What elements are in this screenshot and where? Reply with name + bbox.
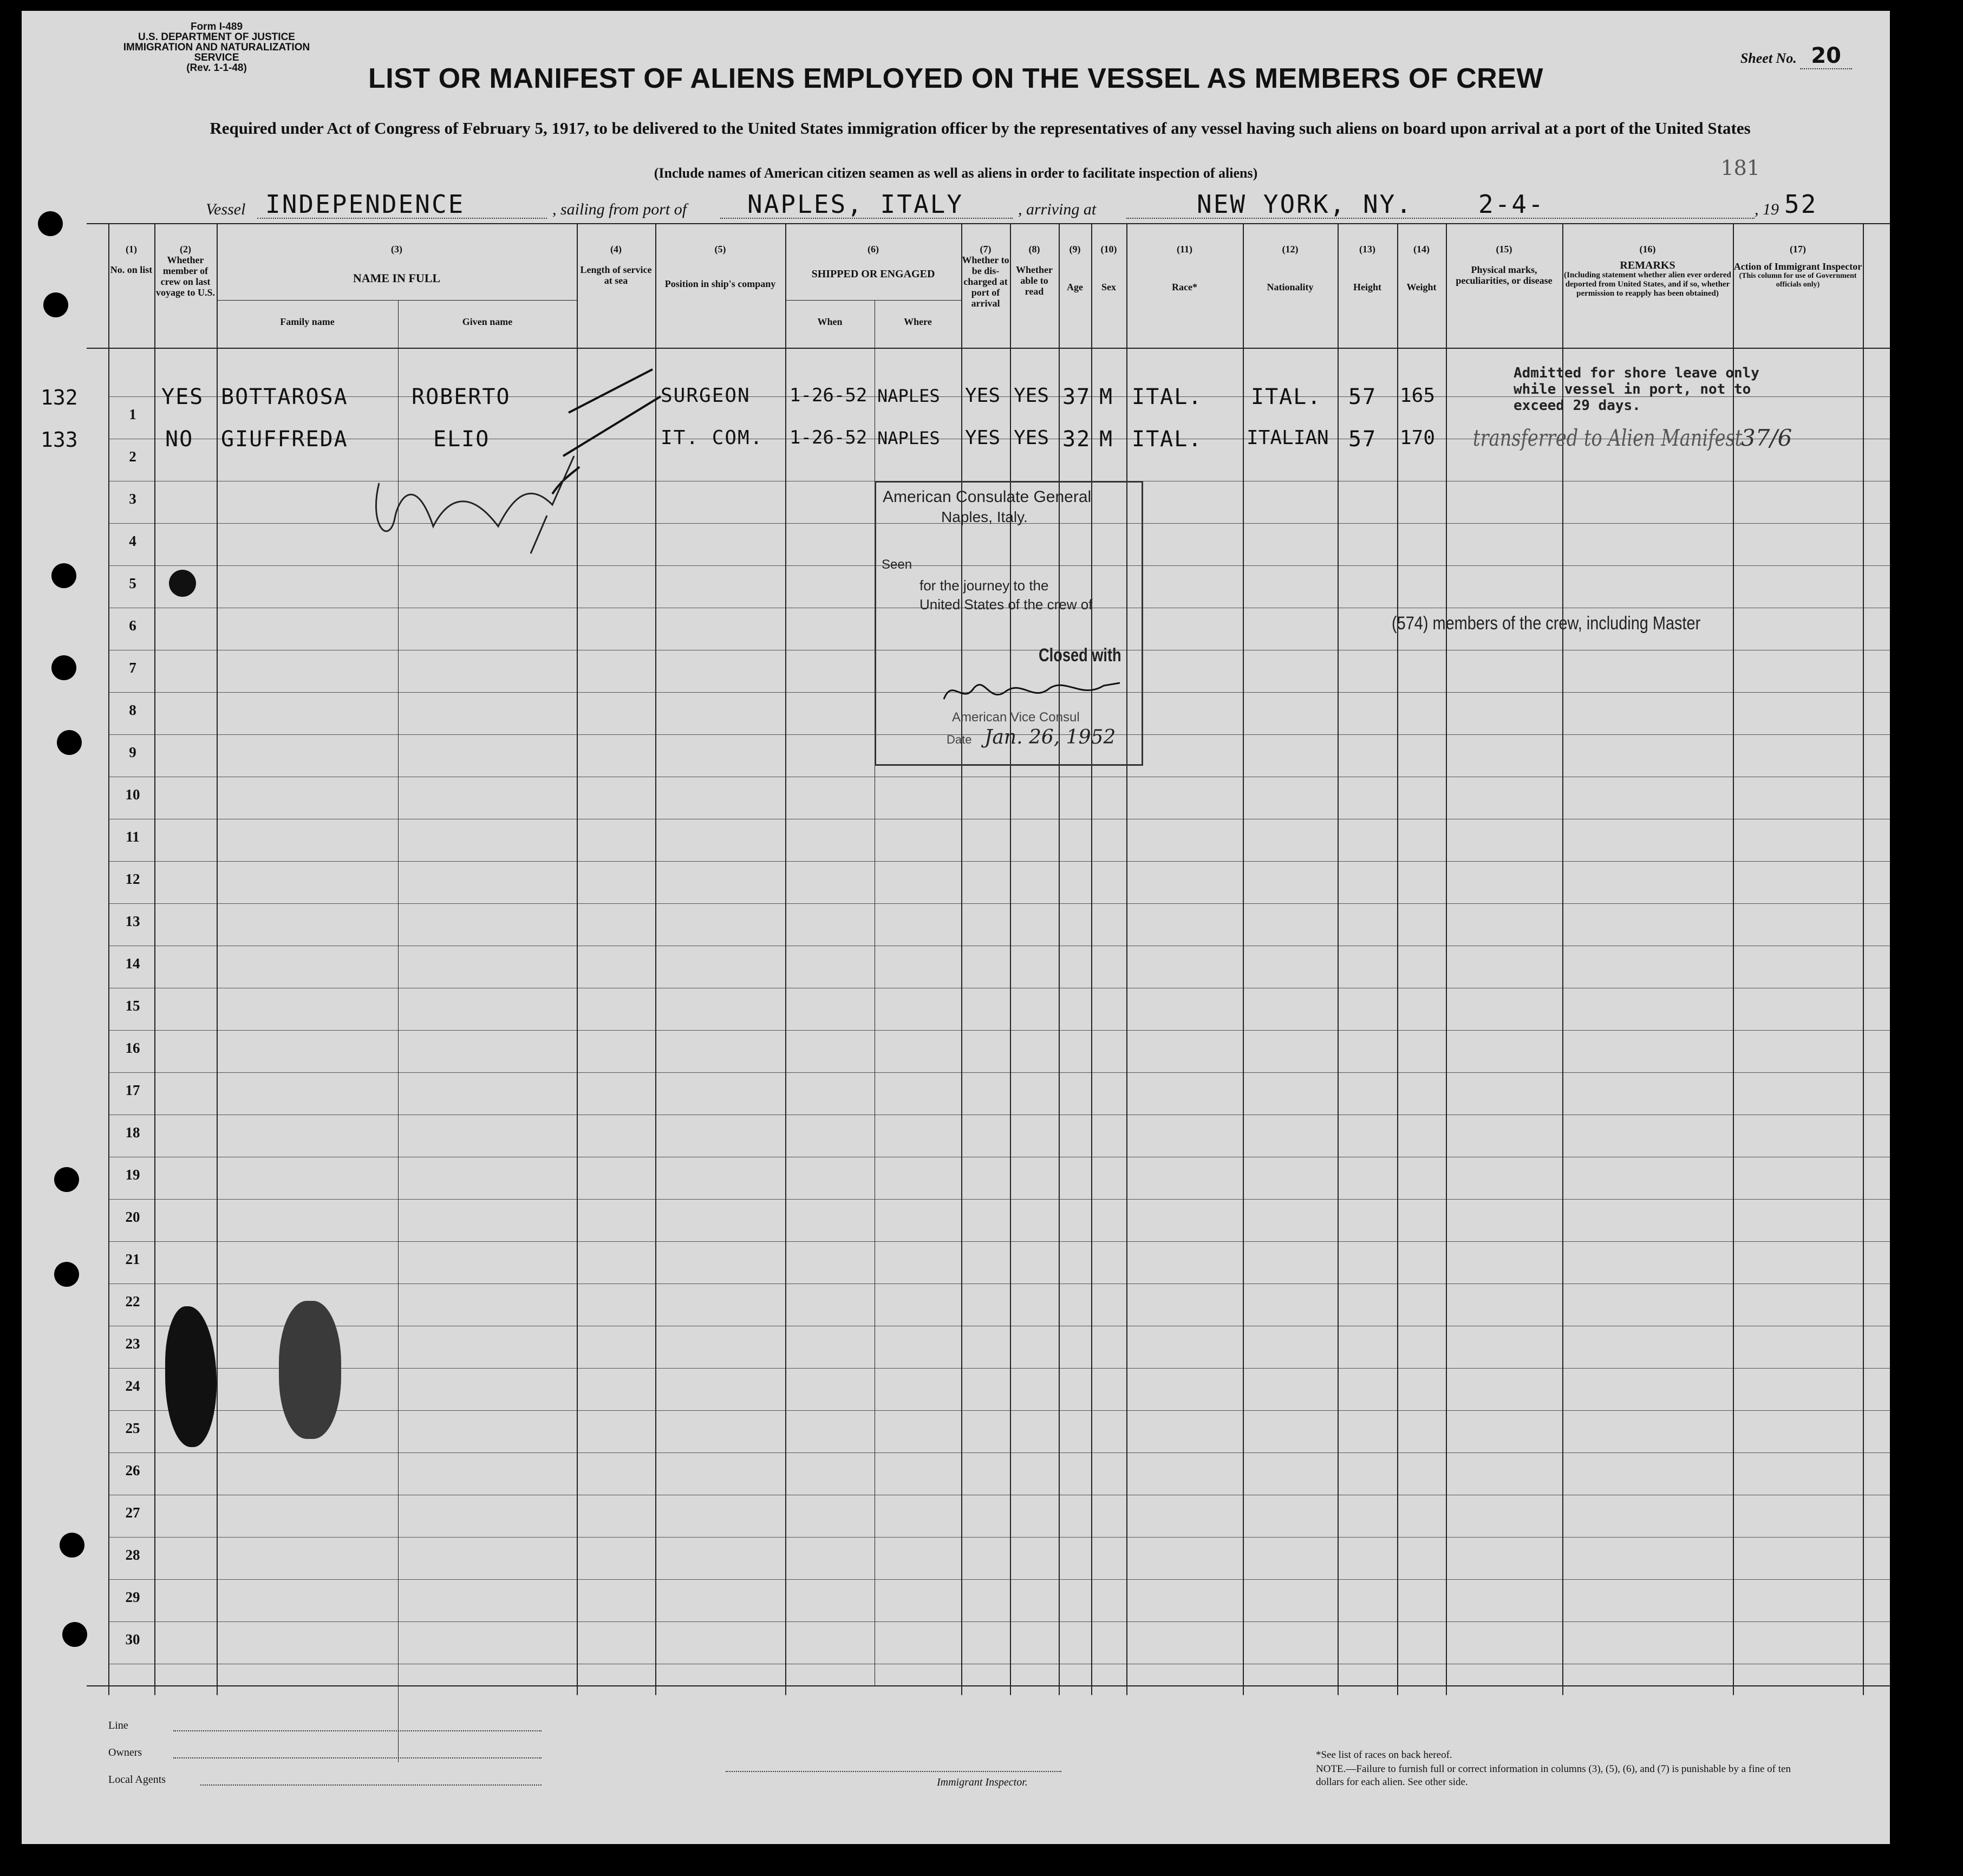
discharged: YES bbox=[965, 385, 1001, 407]
col14-label: Weight bbox=[1406, 282, 1437, 292]
vessel-name: INDEPENDENCE bbox=[265, 190, 465, 219]
given-name: ELIO bbox=[433, 427, 490, 452]
include-note: (Include names of American citizen seamen as well as aliens in order to facilitate inspection of aliens) bbox=[654, 165, 1258, 181]
footer-note bbox=[1316, 1763, 1803, 1789]
shipped-when: 1-26-52 bbox=[790, 427, 868, 448]
weight: 165 bbox=[1400, 385, 1436, 407]
col16-num: (16) bbox=[1639, 244, 1656, 255]
binder-hole bbox=[51, 655, 76, 680]
row-number: 25 bbox=[125, 1420, 140, 1436]
stamp-line3: for the journey to the bbox=[919, 577, 1049, 594]
family-name: BOTTAROSA bbox=[221, 385, 348, 409]
row-number: 7 bbox=[129, 660, 136, 676]
nationality: ITAL. bbox=[1251, 385, 1322, 409]
remarks-line: while vessel in port, not to bbox=[1514, 381, 1751, 398]
col14-num: (14) bbox=[1413, 244, 1430, 255]
inspector-action: 37/6 bbox=[1741, 425, 1792, 451]
footer-note-text: —Failure to furnish full or correct information in columns (3), (5), (6), and (7) is punishable by a fine of ten dollars for each alien. See other side. bbox=[1316, 1763, 1791, 1788]
row-number: 9 bbox=[129, 744, 136, 760]
row-number: 2 bbox=[129, 448, 136, 465]
row-number: 24 bbox=[125, 1378, 140, 1394]
department: U.S. DEPARTMENT OF JUSTICE bbox=[138, 31, 295, 43]
col3-family-label: Family name bbox=[280, 316, 335, 327]
form-number: Form I-489 bbox=[190, 21, 243, 32]
col3-given-label: Given name bbox=[462, 316, 513, 327]
sailing-port: NAPLES, ITALY bbox=[747, 190, 964, 219]
stamp-date-value: Jan. 26, 1952 bbox=[984, 726, 1116, 748]
col13-num: (13) bbox=[1359, 244, 1375, 255]
col6-when-label: When bbox=[817, 316, 843, 327]
arrival-year: 52 bbox=[1784, 190, 1818, 219]
col1-label: No. on list bbox=[110, 264, 153, 275]
footer-races-note: *See list of races on back hereof. bbox=[1316, 1749, 1452, 1761]
row-number: 3 bbox=[129, 491, 136, 507]
col15-label: Physical marks, peculiarities, or disease bbox=[1456, 264, 1553, 286]
arriving-label: , arriving at bbox=[1018, 200, 1097, 218]
row-number: 1 bbox=[129, 406, 136, 422]
footer-inspector-label: Immigrant Inspector. bbox=[937, 1776, 1028, 1788]
row-number: 11 bbox=[126, 829, 140, 845]
position: IT. COM. bbox=[661, 427, 764, 449]
able-to-read: YES bbox=[1014, 385, 1049, 407]
height: 57 bbox=[1348, 427, 1377, 452]
consulate-stamp bbox=[875, 481, 1143, 766]
col7-num: (7) bbox=[980, 244, 992, 255]
crew-count-number: (574) bbox=[1392, 613, 1429, 634]
stamp-line1: American Consulate General bbox=[883, 488, 1092, 506]
requirement-text: Required under Act of Congress of February 5, 1917, to be delivered to the United States immigration officer by the representatives of any vessel having such aliens on board upon arrival at a port of the United States bbox=[210, 119, 1751, 138]
row-number: 15 bbox=[125, 998, 140, 1014]
sheet-label: Sheet No. bbox=[1740, 50, 1797, 66]
row-number: 22 bbox=[125, 1293, 140, 1310]
col8-num: (8) bbox=[1028, 244, 1040, 255]
binder-hole bbox=[38, 211, 63, 236]
vessel-line bbox=[206, 190, 1825, 222]
vessel-label: Vessel bbox=[206, 200, 246, 218]
row-number: 14 bbox=[125, 955, 140, 972]
row-number: 5 bbox=[129, 575, 136, 591]
crew-count bbox=[1392, 613, 1700, 634]
col8-label: Whether able to read bbox=[1016, 264, 1053, 297]
margin-number: 133 bbox=[41, 428, 78, 452]
row-number: 17 bbox=[125, 1082, 140, 1098]
col13-label: Height bbox=[1353, 282, 1381, 292]
row-number: 4 bbox=[129, 533, 136, 549]
col2-label: Whether member of crew on last voyage to U.S. bbox=[156, 255, 215, 298]
ink-blot bbox=[279, 1301, 341, 1439]
arrival-port: NEW YORK, NY. bbox=[1197, 190, 1413, 219]
col6-label: SHIPPED OR ENGAGED bbox=[811, 268, 935, 280]
binder-hole bbox=[54, 1262, 79, 1287]
col4-label: Length of service at sea bbox=[580, 264, 652, 286]
row-number: 6 bbox=[129, 617, 136, 634]
sheet-value: 20 bbox=[1800, 43, 1852, 69]
col11-num: (11) bbox=[1177, 244, 1192, 255]
binder-hole bbox=[51, 563, 76, 588]
col17-num: (17) bbox=[1790, 244, 1806, 255]
stamp-vice-consul: American Vice Consul bbox=[952, 710, 1080, 725]
row-number: 27 bbox=[125, 1504, 140, 1521]
row-number: 19 bbox=[125, 1167, 140, 1183]
given-name: ROBERTO bbox=[412, 385, 511, 409]
row-number: 18 bbox=[125, 1124, 140, 1141]
row-number: 8 bbox=[129, 702, 136, 718]
col6-where-label: Where bbox=[904, 316, 932, 327]
able-to-read: YES bbox=[1014, 427, 1049, 449]
age: 37 bbox=[1062, 385, 1091, 409]
col10-num: (10) bbox=[1100, 244, 1117, 255]
remarks-line: exceed 29 days. bbox=[1514, 398, 1641, 414]
margin-number: 132 bbox=[41, 386, 78, 409]
col2-num: (2) bbox=[180, 244, 191, 255]
footer-agents-label: Local Agents bbox=[108, 1774, 166, 1786]
nationality: ITALIAN bbox=[1247, 427, 1329, 449]
col12-num: (12) bbox=[1282, 244, 1299, 255]
footer-owners-label: Owners bbox=[108, 1747, 142, 1758]
col15-num: (15) bbox=[1496, 244, 1512, 255]
ink-blot bbox=[165, 1306, 217, 1447]
binder-hole bbox=[62, 1622, 87, 1647]
family-name: GIUFFREDA bbox=[221, 427, 348, 452]
crew-count-text: members of the crew, including Master bbox=[1432, 613, 1701, 634]
shipped-where: NAPLES bbox=[877, 428, 940, 448]
remarks-line: Admitted for shore leave only bbox=[1514, 365, 1759, 381]
binder-hole bbox=[57, 730, 82, 755]
col10-label: Sex bbox=[1101, 282, 1116, 292]
col3-label: NAME IN FULL bbox=[353, 271, 441, 285]
stamped-page-number: 181 bbox=[1720, 156, 1760, 180]
row-number: 28 bbox=[125, 1547, 140, 1563]
sailing-label: , sailing from port of bbox=[552, 200, 687, 218]
col16-sub: (Including statement whether alien ever ordered deported from United States, and if so, whether permission to reapply has been obtained) bbox=[1564, 271, 1731, 298]
race: ITAL. bbox=[1132, 385, 1203, 409]
manifest-sheet bbox=[22, 11, 1890, 1844]
discharged: YES bbox=[965, 427, 1001, 449]
remarks-typed bbox=[1514, 365, 1759, 414]
col1-num: (1) bbox=[126, 244, 137, 255]
stamp-line2: Naples, Italy. bbox=[941, 509, 1028, 525]
arrival-date: 2-4- bbox=[1478, 190, 1545, 219]
position: SURGEON bbox=[661, 385, 751, 407]
binder-hole bbox=[60, 1533, 84, 1558]
row-number: 23 bbox=[125, 1336, 140, 1352]
col7-label: Whether to be dis-charged at port of arrival bbox=[962, 255, 1009, 309]
row-number: 21 bbox=[125, 1251, 140, 1267]
service: IMMIGRATION AND NATURALIZATION SERVICE bbox=[123, 42, 310, 63]
race: ITAL. bbox=[1132, 427, 1203, 452]
year-prefix: , 19 bbox=[1755, 200, 1779, 218]
footer-line-label: Line bbox=[108, 1719, 128, 1731]
weight: 170 bbox=[1400, 427, 1436, 449]
stamp-closed: Closed with bbox=[1039, 645, 1121, 666]
shipped-when: 1-26-52 bbox=[790, 385, 868, 406]
age: 32 bbox=[1062, 427, 1091, 452]
binder-hole bbox=[54, 1167, 79, 1192]
sex: M bbox=[1099, 385, 1114, 409]
form-edition: (Rev. 1-1-48) bbox=[186, 62, 247, 74]
last-voyage: YES bbox=[161, 385, 204, 409]
row-number: 13 bbox=[125, 913, 140, 929]
col9-label: Age bbox=[1067, 282, 1083, 292]
col17-sub: (This column for use of Government officials only) bbox=[1739, 272, 1857, 289]
pen-strokes bbox=[87, 223, 682, 613]
col6-num: (6) bbox=[868, 244, 879, 255]
consul-signature bbox=[941, 672, 1125, 710]
col3-num: (3) bbox=[391, 244, 402, 255]
col9-num: (9) bbox=[1069, 244, 1081, 255]
crew-table bbox=[41, 223, 1890, 1695]
col16-label: REMARKS bbox=[1620, 259, 1675, 271]
row-number: 20 bbox=[125, 1209, 140, 1225]
row-number: 30 bbox=[125, 1631, 140, 1647]
stamp-seen: Seen bbox=[882, 557, 912, 572]
row-number: 26 bbox=[125, 1462, 140, 1478]
stamp-date-label: Date bbox=[947, 733, 972, 746]
stamp-line4: United States of the crew of bbox=[919, 596, 1093, 613]
row-number: 29 bbox=[125, 1589, 140, 1605]
binder-hole bbox=[43, 292, 68, 317]
sex: M bbox=[1099, 427, 1114, 452]
page-title: LIST OR MANIFEST OF ALIENS EMPLOYED ON THE VESSEL AS MEMBERS OF CREW bbox=[368, 63, 1543, 94]
row-number: 10 bbox=[125, 786, 140, 803]
ink-blot bbox=[169, 570, 196, 597]
row-number: 16 bbox=[125, 1040, 140, 1056]
height: 57 bbox=[1348, 385, 1377, 409]
last-voyage: NO bbox=[165, 427, 194, 452]
row-number: 12 bbox=[125, 871, 140, 887]
col5-label: Position in ship's company bbox=[664, 278, 776, 289]
col12-label: Nationality bbox=[1267, 282, 1314, 292]
remarks-handwritten: transferred to Alien Manifest bbox=[1473, 425, 1743, 451]
footer-note-label: NOTE. bbox=[1316, 1763, 1346, 1775]
col11-label: Race* bbox=[1172, 282, 1197, 292]
shipped-where: NAPLES bbox=[877, 386, 940, 406]
col17-label: Action of Immigrant Inspector bbox=[1733, 261, 1862, 272]
col4-num: (4) bbox=[610, 244, 622, 255]
col5-num: (5) bbox=[714, 244, 726, 255]
